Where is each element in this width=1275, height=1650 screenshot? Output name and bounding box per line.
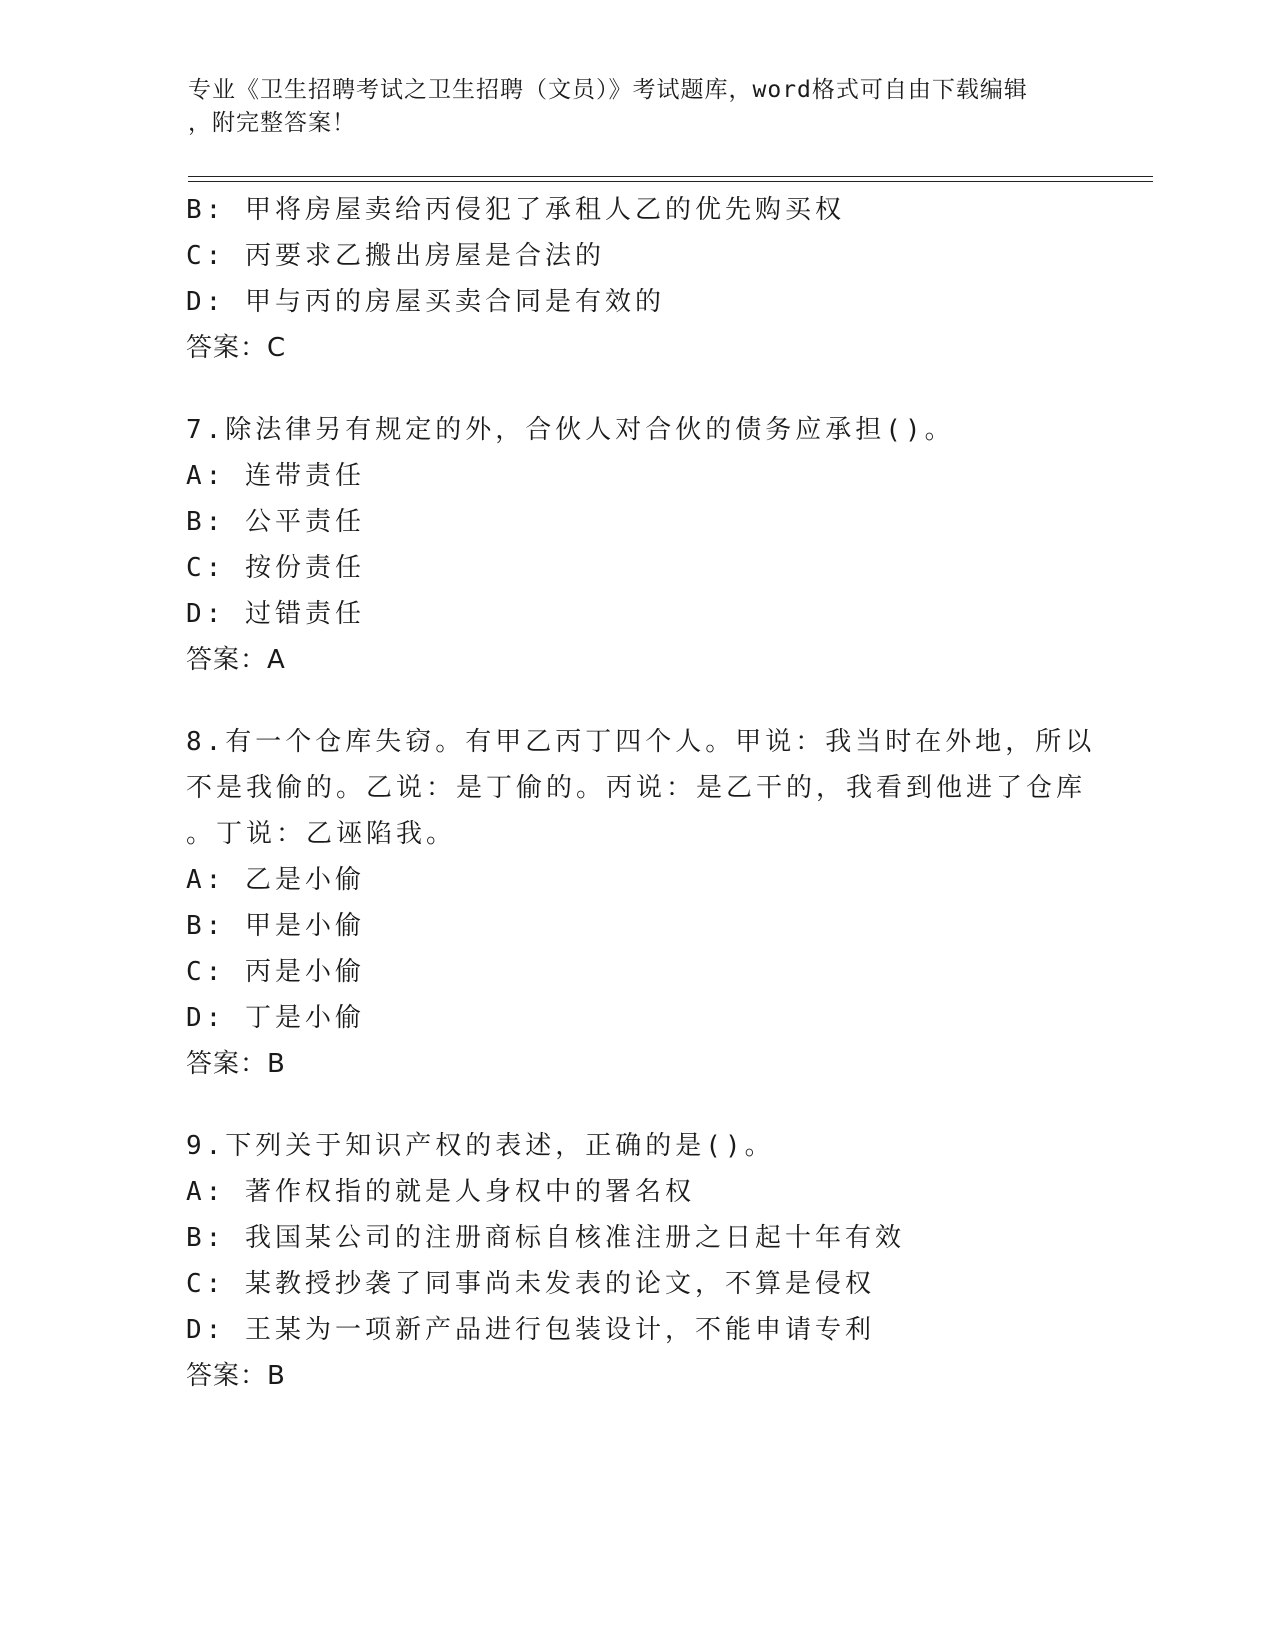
question-stem: 9.下列关于知识产权的表述，正确的是()。 — [186, 1131, 775, 1161]
question-list — [186, 187, 1096, 1399]
option-d: D: 王某为一项新产品进行包装设计，不能申请专利 — [186, 1315, 875, 1345]
option-b: B: 甲是小偷 — [186, 911, 365, 941]
option-b: B: 甲将房屋卖给丙侵犯了承租人乙的优先购买权 — [186, 195, 845, 225]
option-d: D: 过错责任 — [186, 599, 365, 629]
answer-label: 答案：B — [186, 1361, 286, 1391]
question-7 — [186, 407, 1086, 683]
question-9 — [186, 1123, 1086, 1399]
option-b: B: 我国某公司的注册商标自核准注册之日起十年有效 — [186, 1223, 905, 1253]
question-stem: 7.除法律另有规定的外，合伙人对合伙的债务应承担()。 — [186, 415, 955, 445]
question-stem-line-1: 8.有一个仓库失窃。有甲乙丙丁四个人。甲说：我当时在外地，所以 — [186, 727, 1096, 757]
question-6-continued — [186, 187, 1086, 371]
question-stem-line-2: 不是我偷的。乙说：是丁偷的。丙说：是乙干的，我看到他进了仓库 — [186, 773, 1087, 803]
answer-label: 答案：B — [186, 1049, 286, 1079]
option-c: C: 丙是小偷 — [186, 957, 365, 987]
header-line-1: 专业《卫生招聘考试之卫生招聘（文员）》考试题库，word格式可自由下载编辑 — [188, 77, 1028, 103]
option-a: A: 乙是小偷 — [186, 865, 365, 895]
option-b: B: 公平责任 — [186, 507, 365, 537]
option-d: D: 丁是小偷 — [186, 1003, 365, 1033]
option-d: D: 甲与丙的房屋买卖合同是有效的 — [186, 287, 665, 317]
document-header — [188, 74, 1068, 140]
header-divider-bottom — [188, 181, 1153, 182]
header-line-2: ，附完整答案！ — [188, 110, 356, 136]
option-c: C: 某教授抄袭了同事尚未发表的论文，不算是侵权 — [186, 1269, 875, 1299]
option-a: A: 连带责任 — [186, 461, 365, 491]
option-c: C: 按份责任 — [186, 553, 365, 583]
answer-label: 答案：A — [186, 645, 286, 675]
option-a: A: 著作权指的就是人身权中的署名权 — [186, 1177, 695, 1207]
header-divider-top — [188, 176, 1153, 177]
answer-label: 答案：C — [186, 333, 287, 363]
option-c: C: 丙要求乙搬出房屋是合法的 — [186, 241, 605, 271]
question-stem-line-3: 。丁说：乙诬陷我。 — [186, 819, 457, 849]
question-8 — [186, 719, 1096, 1087]
